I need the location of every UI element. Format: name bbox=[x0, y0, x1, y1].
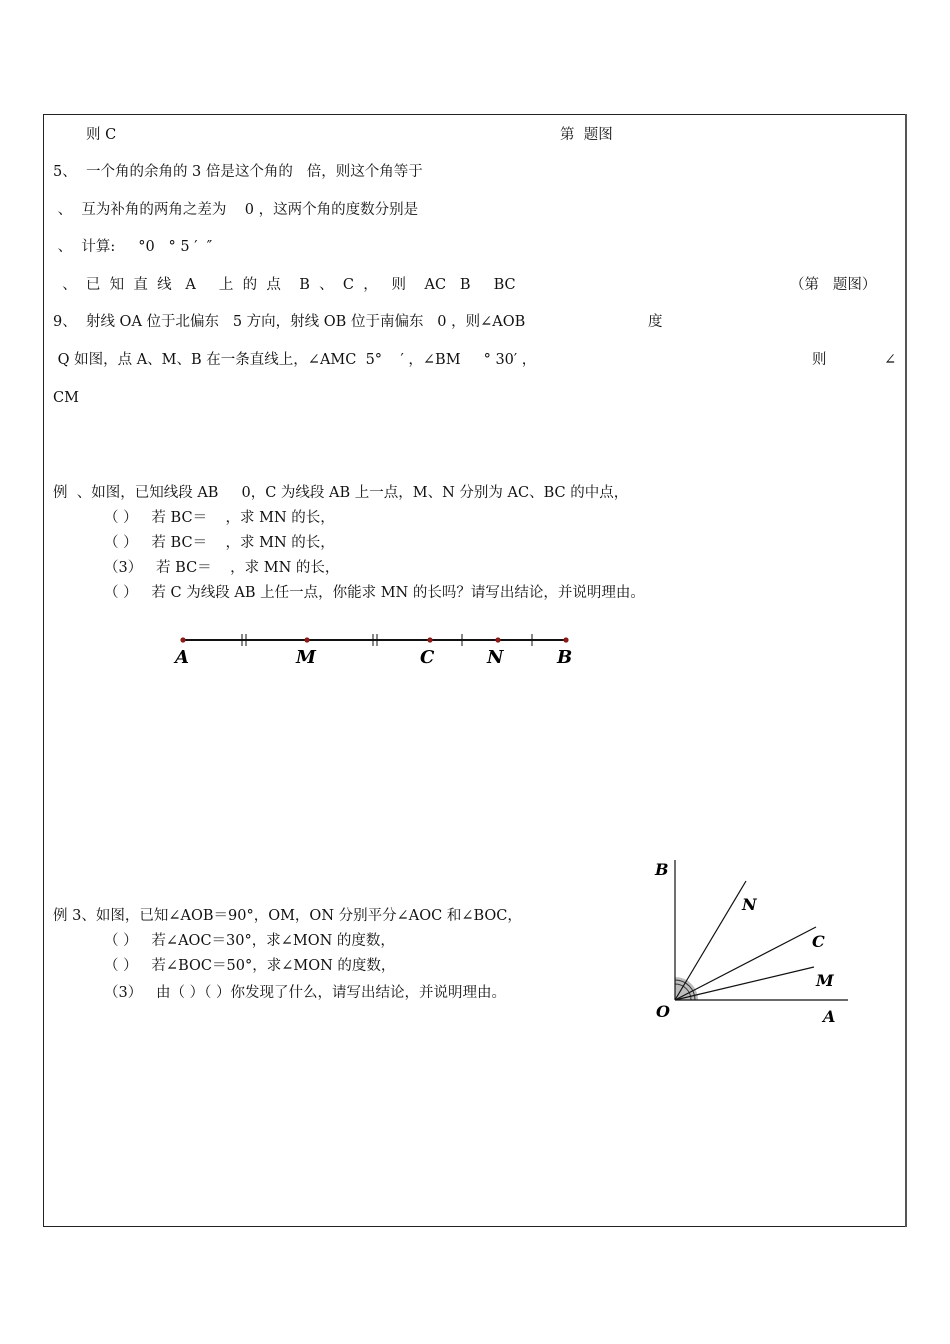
point-b bbox=[563, 637, 568, 642]
label-c: C bbox=[420, 647, 435, 668]
question-8: 、 已 知 直 线 A 上 的 点 B 、 C ， 则 AC B BC bbox=[53, 277, 516, 293]
example3-q2: （ ） 若∠BOC＝50°，求∠MON 的度数， bbox=[104, 958, 396, 974]
example2-q4: （ ） 若 C 为线段 AB 上任一点，你能求 MN 的长吗？请写出结论，并说明理由。 bbox=[104, 585, 645, 601]
example2-intro: 例 、如图，已知线段 AB 0，C 为线段 AB 上一点，M、N 分别为 AC、BC 的中点， bbox=[53, 485, 629, 501]
example3-q3: （3） 由（ ）（ ）你发现了什么，请写出结论，并说明理由。 bbox=[104, 985, 507, 1001]
example3-q1: （ ） 若∠AOC＝30°，求∠MON 的度数， bbox=[104, 933, 395, 949]
example2-q1: （ ） 若 BC＝ ，求 MN 的长， bbox=[104, 510, 335, 526]
point-a bbox=[180, 637, 185, 642]
figure-caption-8: （第 题图） bbox=[790, 277, 877, 293]
label-angle-n: N bbox=[742, 895, 757, 914]
label-angle-o: O bbox=[656, 1002, 670, 1021]
question-10: Q 如图，点 A、M、B 在一条直线上，∠AMC 5° ′ ，∠BM ° 30′ ， bbox=[53, 352, 537, 368]
label-angle-b: B bbox=[655, 860, 669, 879]
label-m: M bbox=[296, 647, 316, 668]
example2-q2: （ ） 若 BC＝ ，求 MN 的长， bbox=[104, 535, 335, 551]
label-angle-a: A bbox=[823, 1007, 836, 1026]
question-10-tail: CM bbox=[53, 390, 79, 406]
label-angle-m: M bbox=[816, 971, 834, 990]
segment-figure bbox=[160, 625, 590, 675]
figure-caption: 第 题图 bbox=[560, 127, 613, 143]
label-a: A bbox=[175, 647, 189, 668]
point-c bbox=[427, 637, 432, 642]
q4-tail: 则 C bbox=[86, 127, 117, 143]
question-10-angle: ∠ bbox=[884, 352, 897, 368]
frame-edge bbox=[905, 114, 907, 1227]
example2-q3: （3） 若 BC＝ ，求 MN 的长， bbox=[104, 560, 340, 576]
point-m bbox=[304, 637, 309, 642]
question-6: 、 互为补角的两角之差为 0 ，这两个角的度数分别是 bbox=[53, 202, 419, 218]
point-n bbox=[495, 637, 500, 642]
ray-om bbox=[675, 967, 814, 1000]
question-10-then: 则 bbox=[812, 352, 827, 368]
label-n: N bbox=[487, 647, 504, 668]
question-9-unit: 度 bbox=[648, 314, 663, 330]
label-b: B bbox=[557, 647, 573, 668]
question-7: 、 计算: °0 ° 5 ′ ″ bbox=[53, 239, 213, 255]
label-angle-c: C bbox=[812, 932, 825, 951]
example3-intro: 例 3、如图，已知∠AOB＝90°，OM，ON 分别平分∠AOC 和∠BOC， bbox=[53, 908, 522, 924]
question-5: 5、 一个角的余角的 3 倍是这个角的 倍，则这个角等于 bbox=[53, 164, 423, 180]
angle-figure bbox=[648, 855, 863, 1030]
question-9: 9、 射线 OA 位于北偏东 5 方向，射线 OB 位于南偏东 0 ，则∠AOB bbox=[53, 314, 526, 330]
